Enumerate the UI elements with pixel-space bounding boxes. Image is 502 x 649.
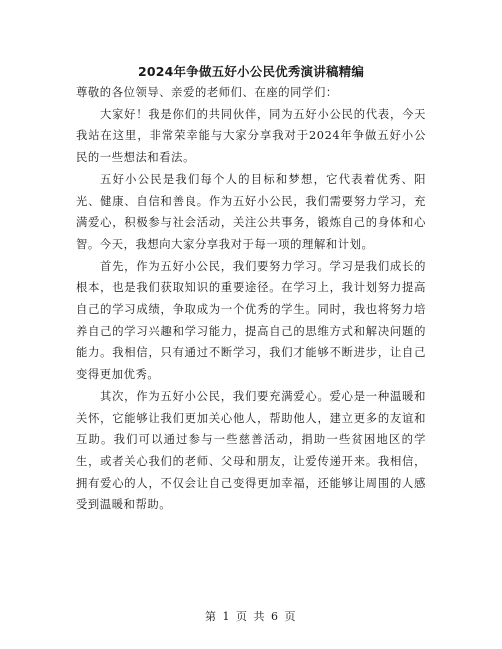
paragraph-study: 首先，作为五好小公民，我们要努力学习。学习是我们成长的根本，也是我们获取知识的重要途径。在学习上，我计划努力提高自己的学习成绩，争取成为一个优秀的学生。同时，我也将努力培养自己的学习兴趣和学习能力，提高自己的思维方式和解决问题的能力。我相信，只有通过不断学习，我们才能够不断进步，让自己变得更加优秀。	[76, 259, 426, 382]
page-number-footer: 第 1 页 共 6 页	[205, 610, 297, 623]
document-title: 2024年争做五好小公民优秀演讲稿精编	[137, 64, 365, 79]
paragraph-introduction: 大家好！我是你们的共同伙伴，同为五好小公民的代表，今天我站在这里，非常荣幸能与大家分享我对于2024年争做五好小公民的一些想法和看法。	[76, 107, 426, 165]
greeting-line: 尊敬的各位领导、亲爱的老师们、在座的同学们：	[76, 86, 338, 99]
paragraph-love: 其次，作为五好小公民，我们要充满爱心。爱心是一种温暖和关怀，它能够让我们更加关心他人，帮助他人，建立更多的友谊和互助。我们可以通过参与一些慈善活动，捐助一些贫困地区的学生，或者关心我们的老师、父母和朋友，让爱传递开来。我相信，拥有爱心的人，不仅会让自己变得更加幸福，还能够让周围的人感受到温暖和帮助。	[76, 389, 426, 512]
paragraph-five-goods: 五好小公民是我们每个人的目标和梦想，它代表着优秀、阳光、健康、自信和善良。作为五好小公民，我们需要努力学习，充满爱心，积极参与社会活动，关注公共事务，锻炼自己的身体和心智。今天，我想向大家分享我对于每一项的理解和计划。	[76, 172, 426, 251]
document-body	[76, 82, 426, 516]
